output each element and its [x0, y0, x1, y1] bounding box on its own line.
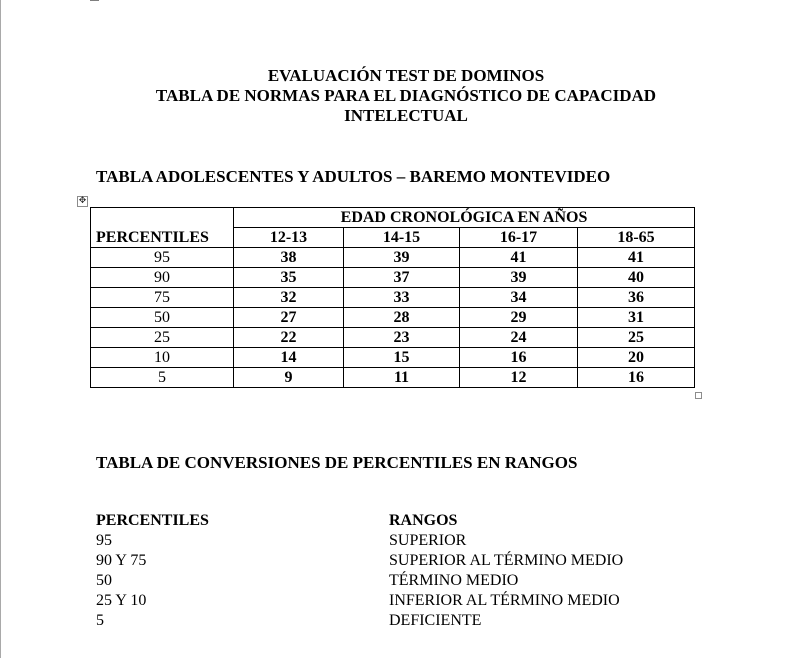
score-cell: 16: [460, 348, 578, 368]
score-cell: 33: [344, 288, 460, 308]
conversion-ranges-header: RANGOS: [389, 512, 458, 529]
list-item: DEFICIENTE: [389, 612, 482, 629]
conversion-ranges-column: [389, 511, 623, 631]
table-row: [91, 348, 695, 368]
percentiles-column-header: PERCENTILES: [91, 208, 234, 248]
title-line: TABLA DE NORMAS PARA EL DIAGNÓSTICO DE CAPACIDAD: [155, 86, 657, 105]
score-cell: 40: [578, 268, 695, 288]
list-item: 5: [96, 612, 104, 629]
table-move-handle-icon[interactable]: ✥: [78, 196, 87, 206]
table-row: [91, 308, 695, 328]
score-cell: 12: [460, 368, 578, 388]
percentile-cell: 75: [91, 288, 234, 308]
age-group-label: 18-65: [578, 228, 695, 248]
percentile-cell: 10: [91, 348, 234, 368]
conversion-percentiles-column: [96, 511, 209, 631]
table-row: [91, 268, 695, 288]
score-cell: 39: [344, 248, 460, 268]
percentile-cell: 5: [91, 368, 234, 388]
list-item: INFERIOR AL TÉRMINO MEDIO: [389, 592, 620, 609]
score-cell: 35: [234, 268, 344, 288]
score-cell: 20: [578, 348, 695, 368]
percentile-cell: 90: [91, 268, 234, 288]
table-row: [91, 288, 695, 308]
score-cell: 15: [344, 348, 460, 368]
score-cell: 32: [234, 288, 344, 308]
score-cell: 27: [234, 308, 344, 328]
score-cell: 31: [578, 308, 695, 328]
title-line: EVALUACIÓN TEST DE DOMINOS: [267, 66, 545, 85]
score-cell: 22: [234, 328, 344, 348]
list-item: SUPERIOR AL TÉRMINO MEDIO: [389, 552, 624, 569]
percentile-cell: 25: [91, 328, 234, 348]
score-cell: 39: [460, 268, 578, 288]
table-row: [91, 328, 695, 348]
list-item: 90 Y 75: [96, 552, 147, 569]
norms-table: [90, 207, 695, 388]
score-cell: 29: [460, 308, 578, 328]
table-row: [91, 368, 695, 388]
age-group-header: EDAD CRONOLÓGICA EN AÑOS: [234, 208, 695, 228]
score-cell: 24: [460, 328, 578, 348]
score-cell: 37: [344, 268, 460, 288]
table-resize-handle-icon[interactable]: [695, 392, 702, 399]
list-item: 25 Y 10: [96, 592, 147, 609]
table-row: [91, 248, 695, 268]
score-cell: 14: [234, 348, 344, 368]
list-item: 95: [96, 532, 112, 549]
score-cell: 41: [578, 248, 695, 268]
score-cell: 23: [344, 328, 460, 348]
norms-table-heading: TABLA ADOLESCENTES Y ADULTOS – BAREMO MONTEVIDEO: [96, 167, 611, 186]
score-cell: 36: [578, 288, 695, 308]
conversion-table-heading: TABLA DE CONVERSIONES DE PERCENTILES EN RANGOS: [96, 453, 578, 472]
score-cell: 41: [460, 248, 578, 268]
conversion-percentiles-header: PERCENTILES: [96, 512, 209, 529]
table-header-row: [91, 208, 695, 228]
percentile-cell: 50: [91, 308, 234, 328]
document-title: [0, 66, 812, 126]
title-line: INTELECTUAL: [344, 106, 468, 125]
score-cell: 28: [344, 308, 460, 328]
score-cell: 16: [578, 368, 695, 388]
score-cell: 34: [460, 288, 578, 308]
score-cell: 11: [344, 368, 460, 388]
score-cell: 9: [234, 368, 344, 388]
age-group-label: 14-15: [344, 228, 460, 248]
list-item: TÉRMINO MEDIO: [389, 572, 519, 589]
percentile-cell: 95: [91, 248, 234, 268]
page-corner-mark: [90, 0, 99, 1]
score-cell: 25: [578, 328, 695, 348]
age-group-label: 16-17: [460, 228, 578, 248]
score-cell: 38: [234, 248, 344, 268]
list-item: SUPERIOR: [389, 532, 467, 549]
age-group-label: 12-13: [234, 228, 344, 248]
list-item: 50: [96, 572, 112, 589]
